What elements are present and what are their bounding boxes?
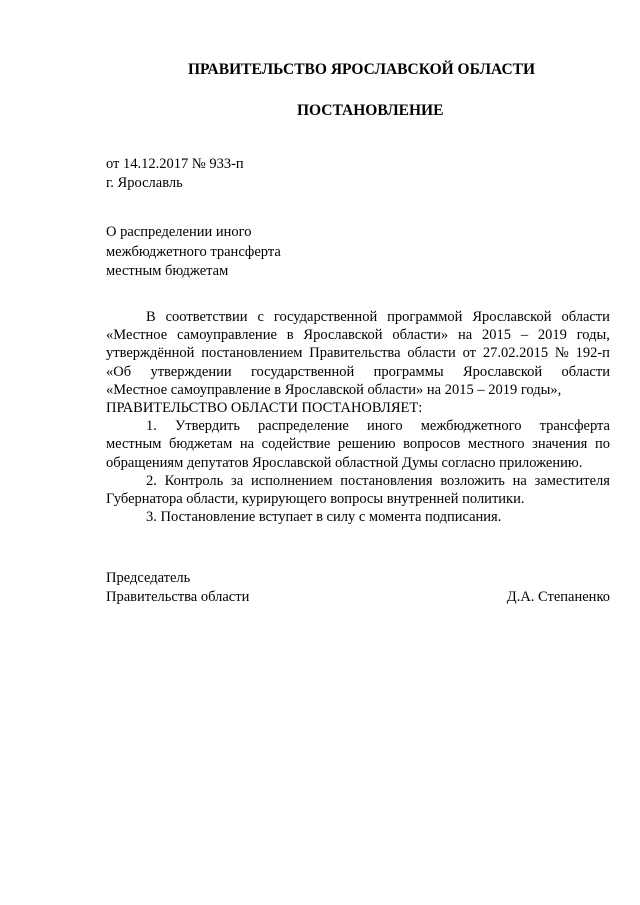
body-word: трансферта <box>539 418 610 435</box>
body-word: – <box>520 327 529 344</box>
body-line <box>106 417 610 435</box>
body-word: 27.02.2015 <box>482 345 549 362</box>
document-type-heading: ПОСТАНОВЛЕНИЕ <box>297 102 444 119</box>
body-word: области <box>561 309 610 325</box>
body-word: Контроль <box>164 472 224 489</box>
body-word: Правительства <box>309 345 401 362</box>
body-word: самоуправление <box>176 327 277 344</box>
body-line <box>106 472 610 490</box>
signatory-position: Председатель <box>106 570 191 586</box>
body-word: соответствии <box>165 309 248 325</box>
subject-line: межбюджетного трансферта <box>106 243 281 260</box>
body-word: Ярославской <box>303 327 383 344</box>
body-word: местным <box>106 436 162 453</box>
body-word: Ярославской <box>462 363 543 380</box>
body-word: с <box>257 309 264 325</box>
body-word: государственной <box>250 363 355 380</box>
body-word: исполнением <box>250 472 333 489</box>
date-number: от 14.12.2017 № 933-п <box>106 156 244 172</box>
body-line <box>106 326 610 344</box>
body-word: постановлением <box>201 345 303 362</box>
body-word: «Местное <box>106 327 168 344</box>
body-word: 192-п <box>575 345 610 362</box>
document-subject <box>106 223 406 282</box>
body-word: иного <box>366 418 403 435</box>
city: г. Ярославль <box>106 175 183 191</box>
document-body <box>106 308 610 526</box>
body-word: на <box>239 436 255 453</box>
body-word: постановления <box>340 472 433 489</box>
signatory-position-2: Правительства области <box>106 589 250 605</box>
body-word: 2019 <box>537 327 567 344</box>
body-word: решению <box>337 436 396 453</box>
body-word: содействие <box>261 436 331 453</box>
body-word: В <box>146 309 156 325</box>
body-word: на <box>512 472 527 489</box>
body-word: Утвердить <box>174 418 240 435</box>
body-word: значения <box>532 436 588 453</box>
signature-block <box>106 569 610 607</box>
body-line <box>106 344 610 362</box>
body-word: местного <box>467 436 525 453</box>
body-word: распределение <box>258 418 349 435</box>
body-line-text: «Местное самоуправление в Ярославской области» на 2015 – 2019 годы», <box>106 381 562 398</box>
body-word: на <box>457 327 473 344</box>
body-word: программы <box>373 363 444 380</box>
body-word: области <box>561 363 610 380</box>
body-word: утверждённой <box>106 345 195 362</box>
body-line-text: Губернатора области, курирующего вопросы внутренней политики. <box>106 490 525 507</box>
subject-line: О распределении иного <box>106 224 252 240</box>
body-word: от <box>462 345 477 362</box>
body-word: вопросов <box>403 436 461 453</box>
body-line <box>106 508 610 526</box>
body-line-text: ПРАВИТЕЛЬСТВО ОБЛАСТИ ПОСТАНОВЛЯЕТ: <box>106 399 423 416</box>
body-word: программой <box>387 309 463 325</box>
body-word: 2. <box>146 472 157 489</box>
body-line-text: 3. Постановление вступает в силу с момента подписания. <box>146 509 502 526</box>
body-word: утверждении <box>150 363 232 380</box>
signatory-name: Д.А. Степаненко <box>506 589 610 605</box>
subject-line: местным бюджетам <box>106 263 229 279</box>
body-word: области <box>407 345 456 362</box>
body-line <box>106 490 610 508</box>
body-line <box>106 454 610 472</box>
body-line <box>106 399 610 417</box>
body-line-text: обращениям депутатов Ярославской областной Думы согласно приложению. <box>106 454 583 471</box>
body-word: области» <box>392 327 449 344</box>
body-word: годы, <box>576 327 610 344</box>
body-word: по <box>594 436 610 453</box>
body-line <box>106 308 610 326</box>
body-word: межбюджетного <box>420 418 522 435</box>
body-word: заместителя <box>534 472 610 489</box>
body-word: 2015 <box>481 327 511 344</box>
document-meta <box>106 155 406 193</box>
body-word: «Об <box>106 363 132 380</box>
body-word: 1. <box>146 418 157 435</box>
signature-row <box>106 588 610 607</box>
body-line <box>106 435 610 453</box>
body-line <box>106 381 610 399</box>
body-word: № <box>554 345 569 362</box>
body-word: в <box>286 327 294 344</box>
body-line <box>106 363 610 381</box>
body-word: Ярославской <box>472 309 552 325</box>
government-title: ПРАВИТЕЛЬСТВО ЯРОСЛАВСКОЙ ОБЛАСТИ <box>188 61 536 78</box>
body-word: государственной <box>273 309 378 325</box>
body-word: бюджетам <box>169 436 233 453</box>
body-word: за <box>231 472 244 489</box>
body-word: возложить <box>440 472 505 489</box>
